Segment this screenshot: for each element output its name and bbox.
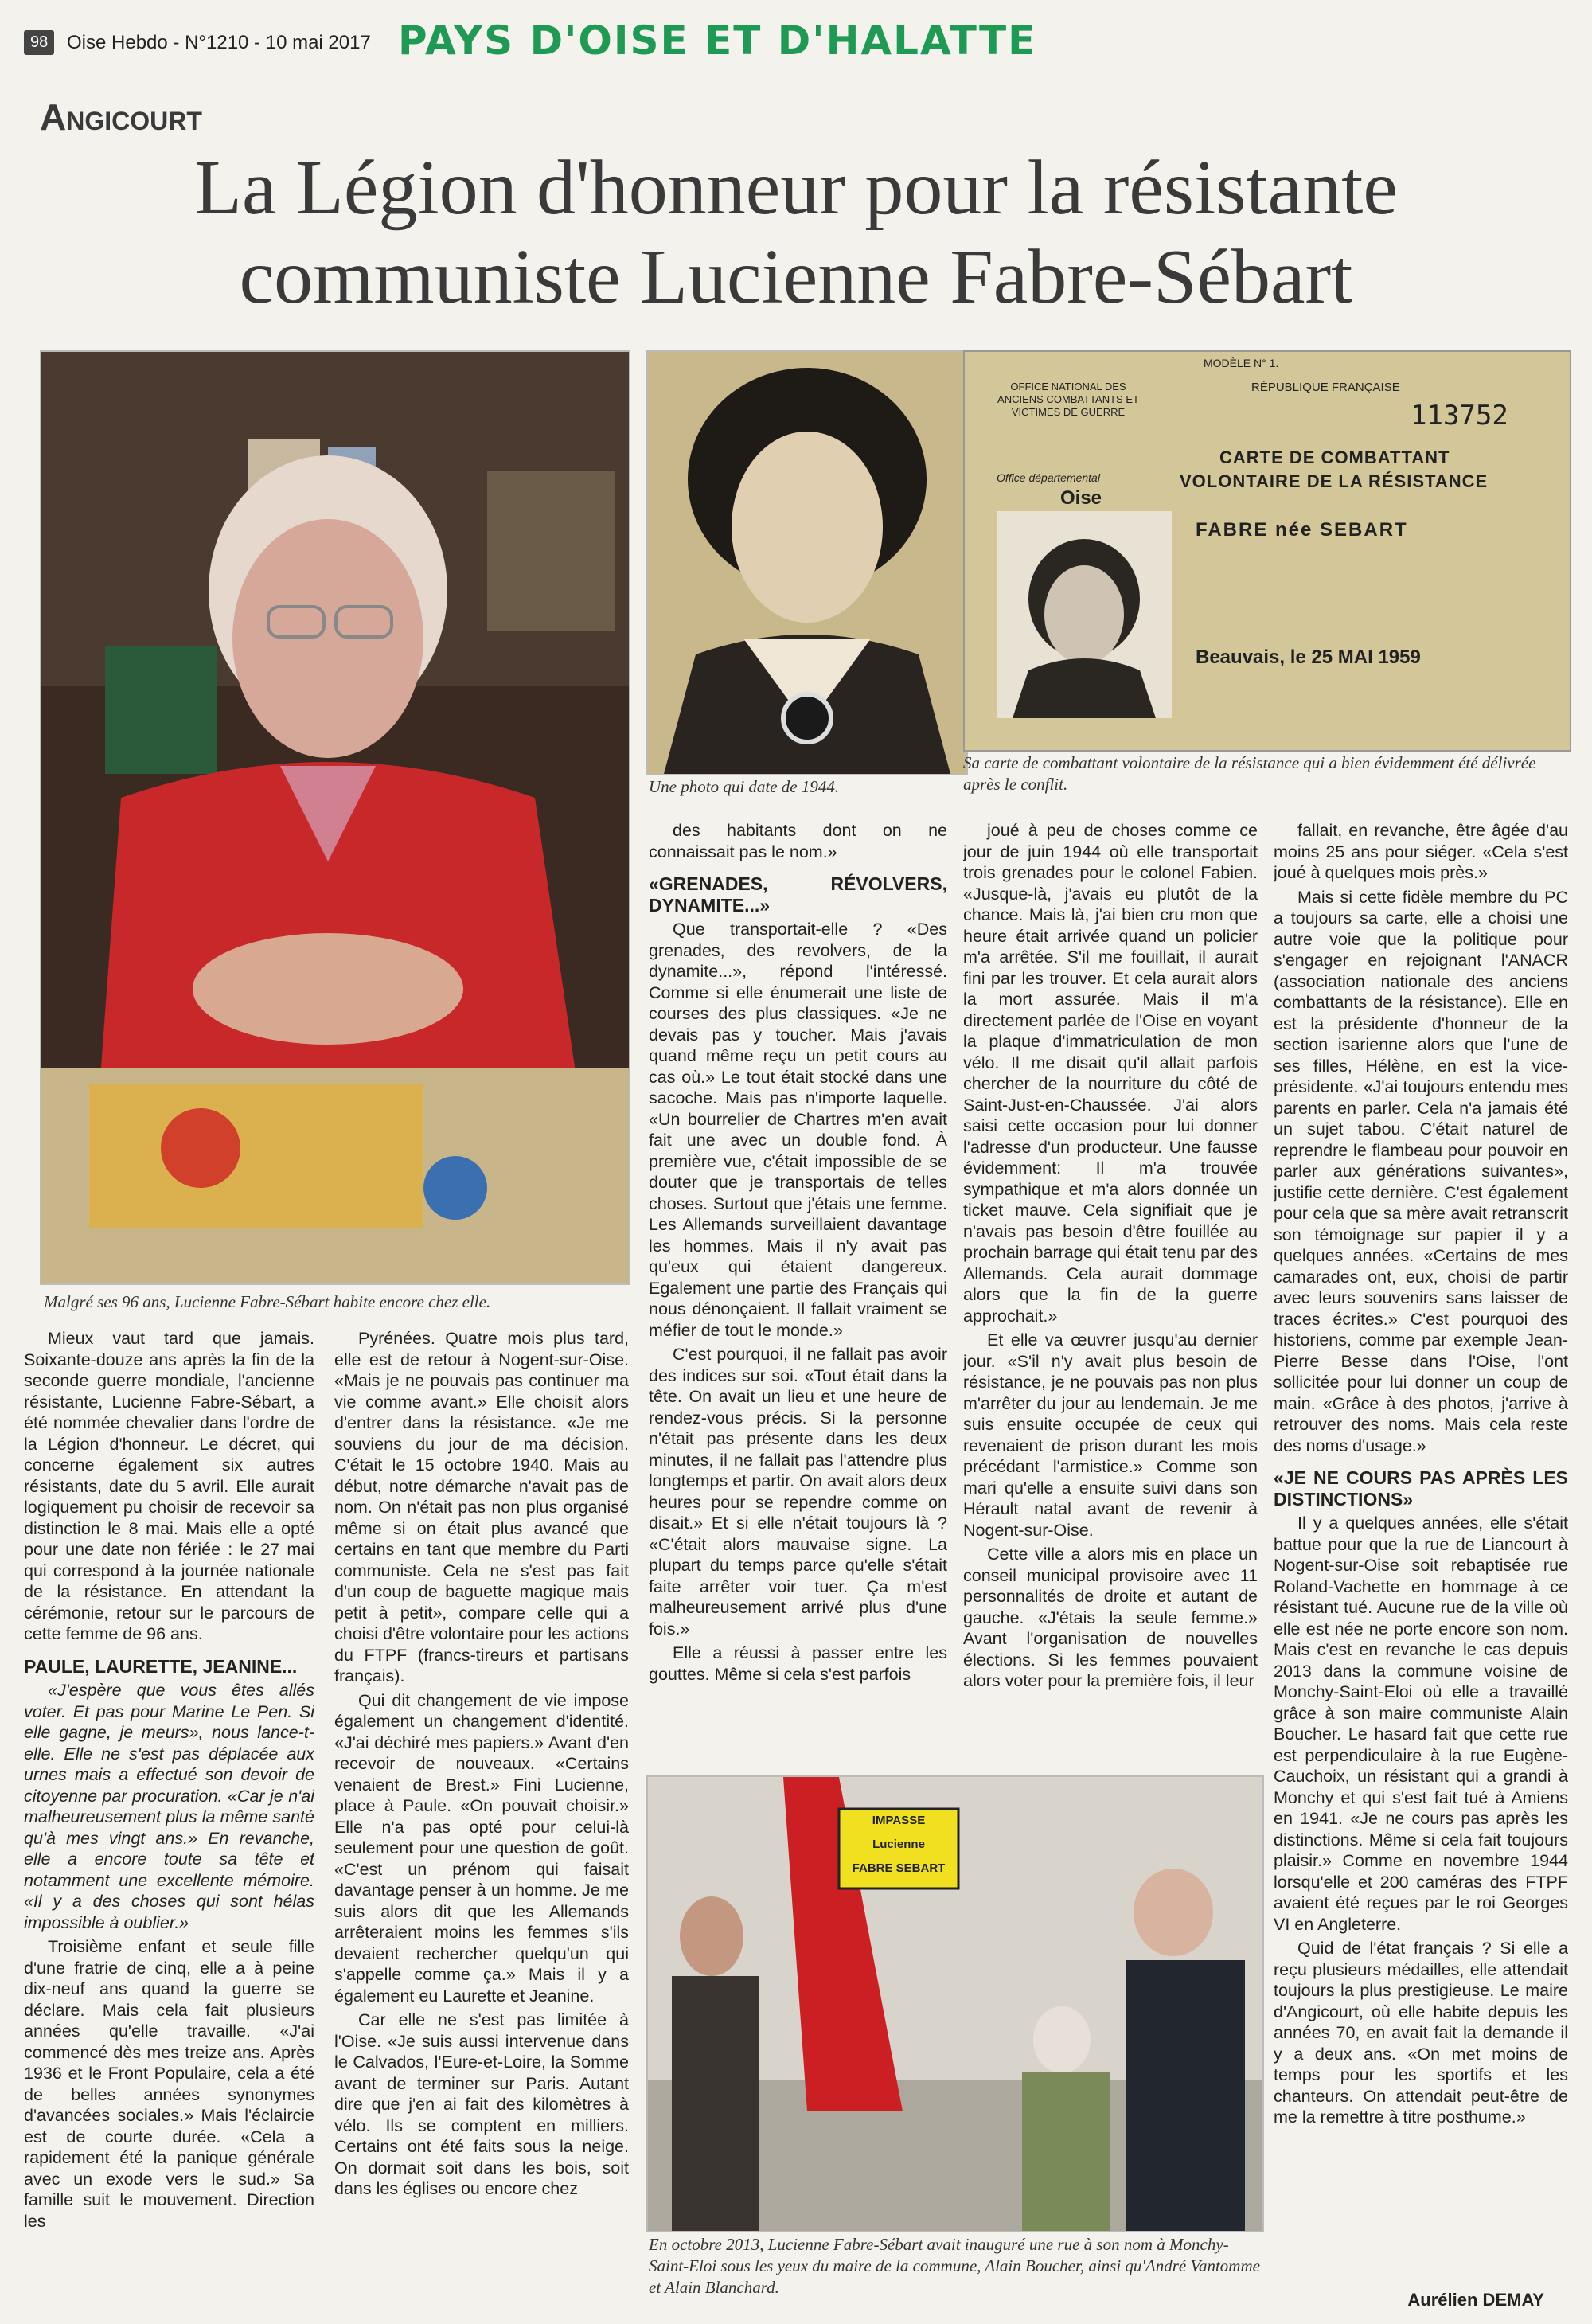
column-2	[334, 1328, 629, 2283]
col5-paragraph-2: Mais si cette fidèle membre du PC a toujours sa carte, elle a choisi une autre voie que la politique pour s'engager en rejoignant l'ANACR (association nationale des anciens combattants de la résistance). Elle en est la présidente d'honneur de la section isarienne alors que l'une de ses filles, Hélène, en est la vice-présidente. «J'ai toujours entendu mes parents en parler. Cela n'a jamais été un sujet tabou. C'était naturel de reprendre le flambeau pour pouvoir en parler aux générations suivantes», justifie cette dernière. C'est également pour cela que sa mère avait retranscrit son témoignage sur papier il y a quelques années. «Certains de mes camarades ont, eux, choisi de partir avec leurs souvenirs sans laisser de traces écrites.» C'est pourquoi des historiens, comme par exemple Jean-Pierre Besse dans l'Oise, l'ont sollicitée pour lui donner un coup de main. «Grâce à des photos, j'arrive à retrouver des noms. Mais cela reste des noms d'usage.»	[1274, 887, 1568, 1455]
col1-paragraph-1: Mieux vaut tard que jamais. Soixante-douze ans après la fin de la seconde guerre mondiale, l'ancienne résistante, Lucienne Fabre-Sébart, a été nommée chevalier dans l'ordre de la Légion d'honneur. Le décret, qui concerne également six autres résistants, date du 5 avril. Elle aurait logiquement pu choisir de recevoir sa distinction le 8 mai. Mais elle a opté pour une date non fériée : le 27 mai qui correspond à la journée nationale de la résistance. En attendant la cérémonie, retour sur le parcours de cette femme de 96 ans.	[24, 1329, 314, 1643]
column-5	[1274, 820, 1568, 2285]
street-sign-line-2: Lucienne	[872, 1838, 925, 1851]
col1-paragraph-2: «J'espère que vous êtes allés voter. Et pas pour Marine Le Pen. Si elle gagne, je meurs», nous lance-t-elle. Elle ne s'est pas déplacée aux urnes mais a effectué son devoir de citoyenne par procuration. «Car je n'ai malheureusement plus la même santé qu'à mes vingt ans.» En revanche, elle a encore toute sa tête et notamment une excellente mémoire. «Il y a des choses qui sont hélas impossible à oublier.»	[24, 1681, 314, 1932]
col2-paragraph-2: Qui dit changement de vie impose également un changement d'identité. «J'ai déchiré mes papiers.» Avant d'en recevoir de nouveaux. «Certains venaient de Brest.» Fini Lucienne, place à Paule. «On pouvait choisir.» Elle n'a pas opté pour celui-là seulement pour une question de goût. «C'est un prénom qui faisait davantage penser à un homme. Je me suis alors dit que les Allemands arrêteraient moins les femmes s'ils devaient rechercher quelqu'un qui s'appelle comme ça.» Mais il y a également eu Laurette et Jeanine.	[334, 1690, 629, 2006]
card-republic: RÉPUBLIQUE FRANÇAISE	[1251, 381, 1400, 394]
street-sign	[839, 1809, 958, 1888]
col1-paragraph-3: Troisième enfant et seule fille d'une fratrie de cinq, elle a à peine dix-neuf ans quand la guerre se déclare. Mais cela fait plusieurs années qu'elle travaille. «J'ai commencé dès mes treize ans. Après 1936 et le Front Populaire, cela a été de belles années synonymes d'avancées sociales.» Mais l'éclaircie est de courte durée. «Cela a rapidement été la panique générale avec un exode vers le sud.» Sa famille suit le mouvement. Direction les	[24, 1937, 314, 2231]
column-4	[963, 820, 1258, 1764]
card-modele: MODÈLE N° 1.	[1204, 357, 1279, 369]
portrait-caption: Une photo qui date de 1944.	[649, 777, 840, 796]
card-office-dept: Office départemental	[997, 471, 1100, 484]
street-photo	[646, 1775, 1264, 2232]
col1-subhead: PAULE, LAURETTE, JEANINE...	[24, 1655, 298, 1677]
col3-paragraph-3: C'est pourquoi, il ne fallait pas avoir des indices sur soi. «Tout était dans la tête. On avait un lieu et une heure de rendez-vous précis. Si la personne n'était pas présente dans les deux minutes, il ne fallait pas l'attendre plus longtemps et partir. On avait alors deux heures pour se rependre comme on disait.» Et si elle n'était toujours là ? «C'était alors mauvaise signe. La plupart du temps parce qu'elle s'était faite arrêter voir tuer. Ça m'est malheureusement arrivé plus d'une fois.»	[649, 1345, 947, 1639]
headline	[48, 143, 1544, 322]
card-number: 113752	[1411, 400, 1508, 432]
author-byline: Aurélien DEMAY	[1407, 2290, 1544, 2310]
portrait-photo	[646, 350, 968, 775]
col3-subhead: «GRENADES, RÉVOLVERS, DYNAMITE...»	[649, 873, 947, 916]
col5-paragraph-4: Quid de l'état français ? Si elle a reçu plusieurs médailles, elle attendait toujours la plus prestigieuse. Le maire d'Angicourt, où elle habite depuis les années 70, en avait fait la demande il y a deux ans. «On met moins de temps pour les sportifs et les chanteurs. On attendait peut-être de me la remettre à titre posthume.»	[1274, 1939, 1568, 2127]
col5-paragraph-3: Il y a quelques années, elle s'était battue pour que la rue de Liancourt à Nogent-sur-Oise soit rebaptisée rue Roland-Vachette en hommage à ce résistant tué. Aucune rue de la ville où elle est née ne porte encore son nom. Mais c'est en revanche le cas depuis 2013 dans la commune voisine de Monchy-Saint-Eloi où elle a travaillé grâce à son maire communiste Alain Boucher. Le hasard fait que cette rue est perpendiculaire à la rue Eugène-Cauchoix, un résistant qui a grandi à Monchy et qui s'est fait tué à Amiens en 1941. «Je ne cours pas après les distinctions. Même si cela fait toujours plaisir.» Comme en novembre 1944 lorsqu'elle et 200 caméras des FTPF avaient été reçues par le roi Georges VI en Angleterre.	[1274, 1514, 1568, 1934]
street-sign-line-1: IMPASSE	[872, 1814, 926, 1827]
col5-paragraph-1: fallait, en revanche, être âgée d'au moins 25 ans pour siéger. «Cela s'est joué à quelques mois près.»	[1274, 821, 1568, 882]
col4-paragraph-3: Cette ville a alors mis en place un conseil municipal provisoire avec 11 personnalités de droite et autant de gauche. «J'étais la seule femme.» Avant l'organisation de nouvelles élections. Si les femmes pouvaient alors voter pour la première fois, il leur	[963, 1545, 1258, 1690]
main-photo	[40, 350, 630, 1285]
main-photo-caption: Malgré ses 96 ans, Lucienne Fabre-Sébart habite encore chez elle.	[44, 1292, 491, 1311]
section-title: PAYS D'OISE ET D'HALATTE	[398, 18, 1037, 64]
col5-subhead: «JE NE COURS PAS APRÈS LES DISTINCTIONS»	[1274, 1467, 1568, 1510]
col3-paragraph-1: des habitants dont on ne connaissait pas le nom.»	[649, 821, 947, 861]
col3-paragraph-4: Elle a réussi à passer entre les gouttes. Même si cela s'est parfois	[649, 1643, 947, 1684]
col4-paragraph-1: joué à peu de choses comme ce jour de juin 1944 où elle transportait trois grenades pour le colonel Fabien. «Jusque-là, j'avais eu plutôt de la chance. Mais là, j'ai bien cru mon que heure était arrivée quand un policier m'a arrêtée. S'il me fouillait, il aurait fini par les trouver. Et cela aurait alors la mort assurée. Mais il m'a directement parlée de l'Oise en voyant la plaque d'immatriculation de mon vélo. Il me disait qu'il allait parfois chercher de la nourriture du côté de Saint-Just-en-Chaussée. J'ai alors saisi cette occasion pour lui donner l'adresse d'un producteur. Une fausse évidemment: Il m'a trouvée sympathique et m'a alors donnée un ticket mauve. Cela signifiait que je n'avais pas besoin d'être fouillée au prochain barrage qui était tenu par des Allemands. Cela aurait dommage alors que la fin de la guerre approchait.»	[963, 821, 1258, 1326]
card-name: FABRE née SEBART	[1196, 519, 1408, 541]
col2-paragraph-3: Car elle ne s'est pas limitée à l'Oise. «Je suis aussi intervenue dans le Calvados, l'Eure-et-Loire, la Somme avant de terminer sur Paris. Autant dire que j'en ai fait des kilomètres à vélo. Ils se comptent en milliers. Certains ont été faits sous la neige. On dormait soit dans les bois, soit dans les églises ou encore chez	[334, 2010, 629, 2198]
card-place-date: Beauvais, le 25 MAI 1959	[1196, 646, 1421, 668]
card-office: OFFICE NATIONAL DES ANCIENS COMBATTANTS ET VICTIMES DE GUERRE	[997, 381, 1139, 418]
portrait-1944-photo	[648, 352, 966, 774]
card-caption: Sa carte de combattant volontaire de la résistance qui a bien évidemment été délivrée après le conflit.	[963, 753, 1536, 794]
col4-paragraph-2: Et elle va œuvrer jusqu'au dernier jour. «S'il n'y avait plus besoin de résistance, je ne pouvais pas non plus m'arrêter du jour au lendemain. Je me suis ensuite occupée de ceux qui revenaient de prison durant les mois précédant l'armistice.» Comme son mari qu'elle a ensuite suivi dans son Hérault natal avant de revenir à Nogent-sur-Oise.	[963, 1330, 1258, 1540]
street-sign-line-3: FABRE SEBART	[852, 1861, 946, 1875]
card-title-1: CARTE DE COMBATTANT	[1219, 447, 1450, 467]
street-caption: En octobre 2013, Lucienne Fabre-Sébart avait inauguré une rue à son nom à Monchy-Saint-Eloi sous les yeux du maire de la commune, Alain Boucher, ainsi qu'André Vantomme et Alain Blanchard.	[649, 2235, 1260, 2297]
column-1	[24, 1328, 314, 2283]
page-number: 98	[24, 30, 54, 55]
combatant-card	[963, 350, 1571, 752]
card-id-photo	[997, 511, 1172, 718]
elderly-woman-photo	[41, 352, 629, 1283]
masthead: Oise Hebdo - N°1210 - 10 mai 2017	[67, 32, 371, 53]
col3-paragraph-2: Que transportait-elle ? «Des grenades, des revolvers, de la dynamite...», répond l'intéressé. Comme si elle énumerait une liste de courses des plus classiques. «Je ne devais pas y toucher. Mais j'avais quand même reçu un petit cours au cas où.» Le tout était stocké dans une sacoche. Mais pas n'importe laquelle. «Un bourrelier de Chartres m'en avait fait une avec un double fond. À première vue, c'était impossible de se douter que je transportais de telles choses. Surtout que j'étais une femme. Les Allemands surveillaient davantage les hommes. Mais il n'y avait pas qu'eux qui étaient dangereux. Egalement une partie des Français qui nous dénonçaient. Il fallait vraiment se méfier de tout le monde.»	[649, 920, 947, 1340]
col2-paragraph-1: Pyrénées. Quatre mois plus tard, elle est de retour à Nogent-sur-Oise. «Mais je ne pouvais pas continuer ma vie comme avant.» Elle choisit alors d'entrer dans la résistance. «Je me souviens du jour de ma décision. C'était le 15 octobre 1940. Mais au début, notre démarche n'avait pas de nom. On n'était pas non plus organisé même si on était plus avancé que certains en tant que membre du Parti communiste. Cela ne s'est pas fait d'un coup de baguette magique mais petit à petit», compare celle qui a choisi d'être volontaire pour les actions du FTPF (francs-tireurs et partisans français).	[334, 1329, 629, 1685]
card-title-2: VOLONTAIRE DE LA RÉSISTANCE	[1180, 471, 1489, 491]
headline-line-2: communiste Lucienne Fabre-Sébart	[239, 234, 1353, 320]
headline-line-1: La Légion d'honneur pour la résistante	[194, 145, 1398, 231]
column-3	[649, 820, 947, 1764]
kicker: Angicourt	[40, 96, 202, 138]
card-dept: Oise	[1060, 487, 1102, 509]
